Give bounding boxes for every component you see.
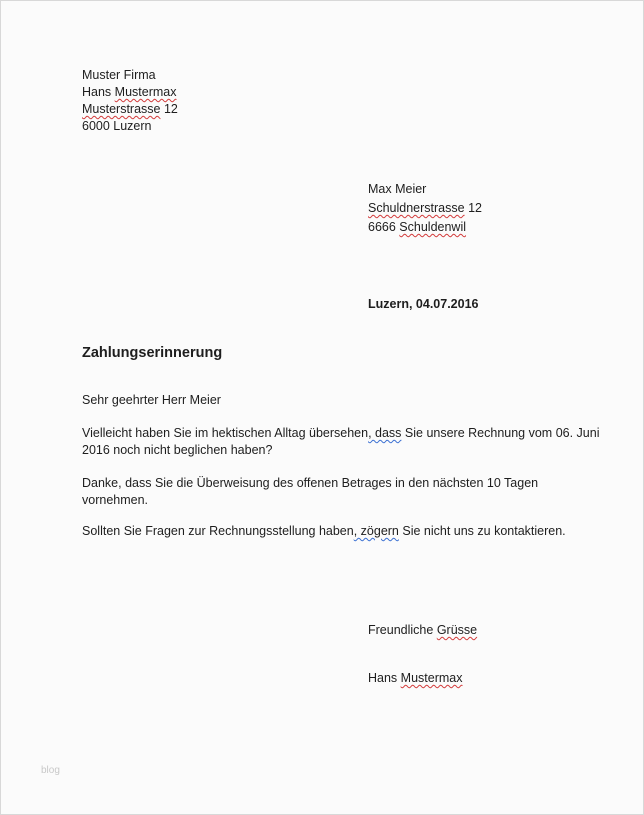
closing-word-2: Grüsse	[436, 623, 478, 637]
sender-name	[82, 84, 177, 100]
recipient-street-no: 12	[468, 201, 482, 215]
paragraph-1-line-2: 2016 noch nicht beglichen haben?	[82, 443, 273, 457]
letter-salutation: Sehr geehrter Herr Meier	[82, 393, 221, 407]
sender-street-name: Musterstrasse	[82, 102, 161, 116]
paragraph-1-line-1	[82, 425, 599, 441]
paragraph-2-line-1: Danke, dass Sie die Überweisung des offenen Betrages in den nächsten 10 Tagen	[82, 476, 539, 490]
paragraph-3-text-c: Sie nicht uns zu kontaktieren.	[398, 524, 566, 538]
signature-last: Mustermax	[400, 671, 463, 685]
paragraph-1-grammar-mark: , dass	[368, 426, 402, 440]
watermark-text: blog	[41, 765, 60, 776]
letter-signature	[368, 670, 463, 686]
signature-first: Hans	[368, 671, 398, 685]
recipient-name: Max Meier	[368, 182, 427, 196]
paragraph-2-line-2: vornehmen.	[82, 493, 149, 507]
letter-date: Luzern, 04.07.2016	[368, 297, 479, 311]
sender-city: 6000 Luzern	[82, 119, 152, 133]
letter-subject: Zahlungserinnerung	[82, 345, 223, 361]
paragraph-3	[82, 523, 566, 539]
paragraph-3-text-a: Sollten Sie Fragen zur Rechnungsstellung haben	[82, 524, 354, 538]
closing-word-1: Freundliche	[368, 623, 434, 637]
sender-company: Muster Firma	[82, 68, 156, 82]
recipient-street-name: Schuldnerstrasse	[368, 201, 465, 215]
paragraph-3-grammar-mark: , zögern	[353, 524, 399, 538]
paragraph-1-text-c: Sie unsere Rechnung vom 06. Juni	[401, 426, 600, 440]
paragraph-1-text-a: Vielleicht haben Sie im hektischen Alltag übersehen	[82, 426, 369, 440]
sender-name-first: Hans	[82, 85, 112, 99]
sender-street	[82, 101, 178, 117]
sender-name-last: Mustermax	[114, 85, 177, 99]
recipient-street	[368, 200, 482, 216]
recipient-city	[368, 219, 466, 235]
recipient-city-name: Schuldenwil	[399, 220, 467, 234]
sender-street-no: 12	[163, 102, 178, 116]
recipient-zip: 6666	[368, 220, 396, 234]
letter-closing	[368, 622, 477, 638]
